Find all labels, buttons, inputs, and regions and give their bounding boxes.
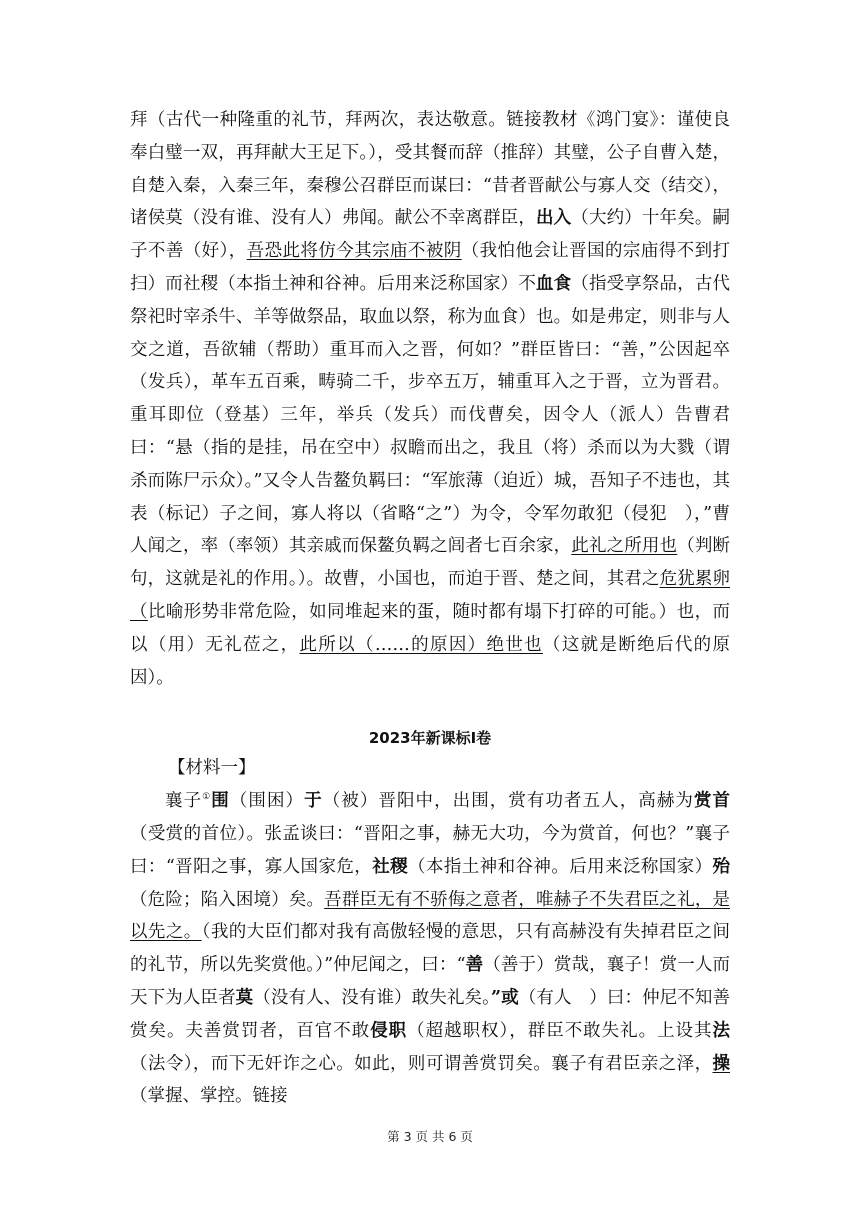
underlined-sentence: 吾恐此将仿今其宗庙不被阴	[246, 241, 462, 262]
passage-paragraph-1	[130, 104, 730, 694]
underlined-sentence: 危犹累卵（	[130, 569, 731, 622]
bold-term: 出入	[535, 208, 572, 229]
underlined-sentence: 吾群臣无有不骄侮之意者，唯赫子不失君臣之礼，是以先之。	[130, 889, 731, 943]
page-footer: 第 3 页 共 6 页	[387, 1129, 473, 1144]
text-run: （被）晋阳中，出围，赏有功者五人，高赫为	[322, 791, 694, 812]
text-run: （这就是断绝后代的原因）。	[130, 634, 730, 688]
bold-term: 莫	[235, 987, 254, 1008]
bold-term: 侵职	[370, 1020, 408, 1041]
bold-term: ”或	[491, 987, 519, 1008]
bold-term: 血食	[535, 273, 572, 294]
footnote-marker: ①	[202, 792, 212, 803]
text-run: （超越职权），群臣不敢失礼。上设其	[407, 1020, 713, 1041]
passage-paragraph-2	[130, 785, 730, 1113]
text-run: （我怕他会让晋国的宗庙得不到打扫）而社稷（本指土神和谷神。后用来泛称国家）不	[130, 241, 731, 294]
bold-term: 社稷	[372, 856, 409, 877]
text-run: （掌握、掌控。链接	[130, 1086, 288, 1107]
bold-underlined-term: 操	[712, 1053, 730, 1074]
text-run: （指受享祭品，古代祭祀时宰杀牛、羊等做祭品，取血以祭，称为血食）也。如是弗定，则非与人交之道，吾欲辅（帮助）重耳而入之晋，何如？”群臣皆曰：“善，”公因起卒（发兵），革车五百乘，畴骑二千，步卒五万，辅重耳入之于晋，立为晋君。重耳即位（登基）三年，举兵（发兵）而伐曹矣，因令人（派人）告曹君曰：“悬（指的是挂，吊在空中）叔瞻而出之，我且（将）杀而以为大戮（谓杀而陈尸示众）。”又令人告鳌负羁曰：“军旅薄（迫近）城，吾知子不违也，其表（标记）子之间，寡人将以（省略“之”）为令，令军勿敢犯（侵犯 ），”曹人闻之，率（率领）其亲戚而保鳌负羁之闾者七百余家，	[130, 273, 731, 557]
bold-term: 于	[304, 791, 323, 812]
text-run: （我的大臣们都对我有高傲轻慢的意思，只有高赫没有失掉君臣之间的礼节，所以先奖赏他。）”仲尼闻之，曰：“	[130, 922, 731, 976]
text-run: （没有人、没有谁）敢失礼矣。	[253, 987, 492, 1008]
bold-term: 赏首	[693, 791, 731, 812]
text-run: （善于）赏哉，襄子！赏一人而天下为人臣者	[130, 955, 731, 1008]
underlined-sentence: 此礼之所用也	[571, 536, 678, 557]
underlined-sentence: 此所以（……的原因）绝世也	[299, 634, 543, 655]
bold-term: 善	[465, 955, 484, 976]
text-run: 襄子	[165, 791, 203, 812]
material-label: 【材料一】	[168, 758, 256, 779]
text-run: 比喻形势非常危险，如同堆起来的蛋，随时都有塌下打碎的可能。）也，而以（用）无礼莅之，	[130, 601, 731, 655]
bold-term: 法	[712, 1020, 731, 1041]
text-run: （本指土神和谷神。后用来泛称国家）	[408, 856, 713, 877]
text-run: （判断句，这就是礼的作用。）。故曹，小国也，而迫于晋、楚之间，其君之	[130, 536, 731, 590]
bold-term: 围	[211, 791, 230, 812]
text-run: 拜（古代一种隆重的礼节，拜两次，表达敬意。链接教材《鸿门宴》：谨使良奉白璧一双，再拜献大王足下。），受其餐而辞（推辞）其璧，公子自曹入楚，自楚入秦，入秦三年，秦穆公召群臣而谋曰：“昔者晋献公与寡人交（结交），诸侯莫（没有谁、没有人）弗闻。献公不幸离群臣，	[130, 110, 730, 229]
bold-term: 殆	[712, 856, 731, 877]
text-run: （有人 ）曰：仲尼不知善赏矣。夫善赏罚者，百官不敢	[130, 987, 731, 1041]
text-run: （法令），而下无奸诈之心。如此，则可谓善赏罚矣。襄子有君臣亲之泽，	[130, 1053, 713, 1074]
text-run: （受赏的首位）。张孟谈曰：“晋阳之事，赫无大功，今为赏首，何也？”襄子曰：“晋阳之事，寡人国家危，	[130, 823, 730, 877]
text-run: （围困）	[229, 791, 305, 812]
text-run: （大约）十年矣。嗣子不善（好），	[130, 208, 731, 262]
document-body	[130, 104, 730, 1113]
section-title: 2023年新课标Ⅰ卷	[368, 729, 492, 748]
text-run: （危险；陷入困境）矣。	[130, 889, 325, 910]
